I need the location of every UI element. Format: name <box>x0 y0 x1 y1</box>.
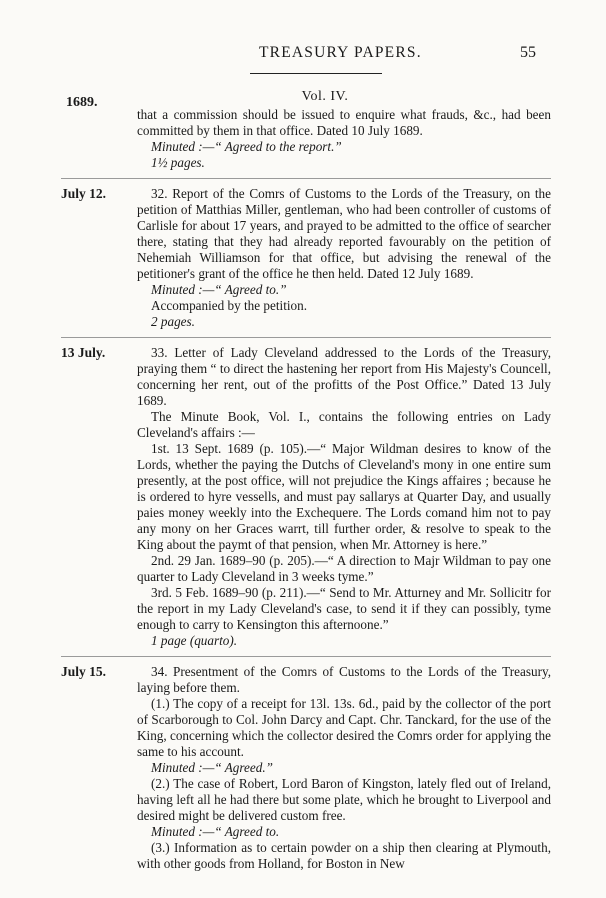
document-body <box>61 107 551 872</box>
entry-divider <box>61 178 551 179</box>
volume-heading: Vol. IV. <box>301 89 349 104</box>
running-title: TREASURY PAPERS. <box>259 44 422 61</box>
header-rule <box>250 73 382 74</box>
paragraph: Minuted :—“ Agreed to.” <box>151 282 287 297</box>
entry-divider <box>61 656 551 657</box>
paragraph: 33. Letter of Lady Cleveland addressed to the Lords of the Treasury, praying them “ to direct the hastening her report from His Majesty's Councell, concerning her rent, out of the profitts of the Post Office.” Dated 13 July 1689. <box>137 345 551 408</box>
entry <box>61 186 551 330</box>
paragraph: Minuted :—“ Agreed to. <box>151 824 280 839</box>
paragraph: 1st. 13 Sept. 1689 (p. 105).—“ Major Wildman desires to know of the Lords, whether the paying the Dutchs of Cleveland's mony in one entire sum presently, at the post office, will not prejudice the Kings affaires ; because he is ordered to hyre vessells, and must pay sallarys at Quarter Day, and usually paies money weekly into the Exchequere. The Lords comand him not to pay any mony on her Graces warrt, till further order, & resolve to speak to the King about the paymt of that pension, when Mr. Attorney is here.” <box>137 441 551 552</box>
paragraph: that a commission should be issued to enquire what frauds, &c., had been committed by them in that office. Dated 10 July 1689. <box>137 107 551 138</box>
entry <box>61 664 551 872</box>
paragraph: Minuted :—“ Agreed to the report.” <box>151 139 342 154</box>
page-number: 55 <box>520 44 536 61</box>
paragraph: 34. Presentment of the Comrs of Customs to the Lords of the Treasury, laying before them. <box>137 664 551 695</box>
margin-year: 1689. <box>66 95 98 110</box>
paragraph: (3.) Information as to certain powder on a ship then clearing at Plymouth, with other goods from Holland, for Boston in New <box>137 840 551 871</box>
paragraph: 1 page (quarto). <box>151 633 238 648</box>
paragraph: The Minute Book, Vol. I., contains the following entries on Lady Cleveland's affairs :— <box>137 409 551 440</box>
paragraph: 2nd. 29 Jan. 1689–90 (p. 205).—“ A direction to Majr Wildman to pay one quarter to Lady Cleveland in 3 weeks tyme.” <box>137 553 551 584</box>
entry <box>137 107 551 171</box>
paragraph: 32. Report of the Comrs of Customs to the Lords of the Treasury, on the petition of Matthias Miller, gentleman, who had been controller of customs of Carlisle for about 17 years, and prayed to be admitted to the office of searcher there, stating that they had already reported favourably on the petition of Nehemiah Williamson for that office, but advising the renewal of the petitioner's grant of the office he then held. Dated 12 July 1689. <box>137 186 551 281</box>
paragraph: 1½ pages. <box>151 155 205 170</box>
paragraph: 2 pages. <box>151 314 195 329</box>
entry <box>61 345 551 649</box>
entry-divider <box>61 337 551 338</box>
paragraph: (1.) The copy of a receipt for 13l. 13s. 6d., paid by the collector of the port of Scarborough to Col. John Darcy and Capt. Chr. Tanckard, for the use of the King, concerning which the collector desired the Comrs order for applying the same to his account. <box>137 696 551 759</box>
page-header <box>0 44 606 68</box>
entry-date: July 15. <box>61 664 107 679</box>
entry-date: July 12. <box>61 186 107 201</box>
paragraph: (2.) The case of Robert, Lord Baron of Kingston, lately fled out of Ireland, having left all he had there but some plate, which he brought to Liverpool and desired might be delivered custom free. <box>137 776 551 823</box>
paragraph: 3rd. 5 Feb. 1689–90 (p. 211).—“ Send to Mr. Atturney and Mr. Sollicitr for the report in my Lady Cleveland's case, to send it if they can possibly, tyme enough to carry to Kensington this afternoone.” <box>137 585 551 632</box>
entry-date: 13 July. <box>61 345 106 360</box>
paragraph: Accompanied by the petition. <box>151 298 308 313</box>
paragraph: Minuted :—“ Agreed.” <box>151 760 273 775</box>
